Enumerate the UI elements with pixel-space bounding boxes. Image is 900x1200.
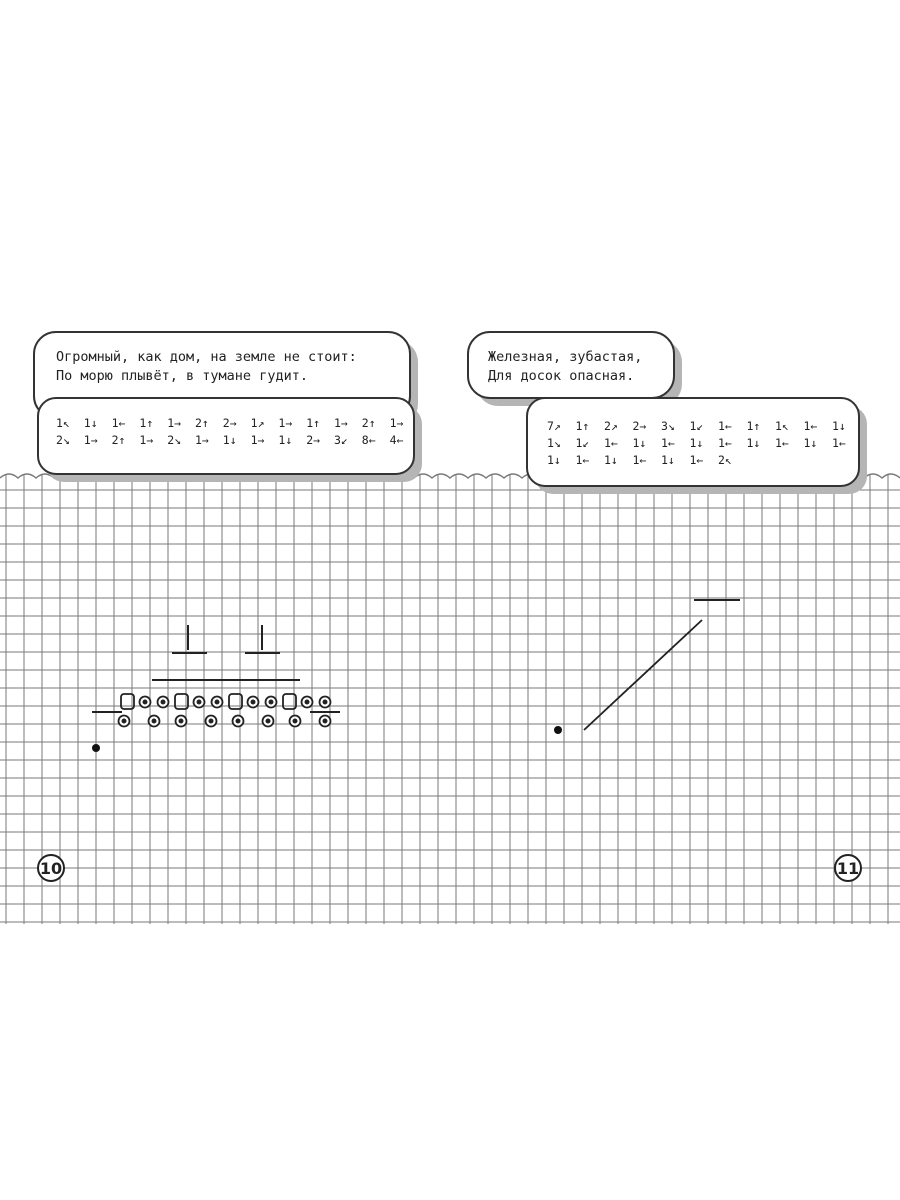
right-riddle-bubble [468, 332, 682, 406]
saw-hint-drawing [584, 600, 740, 730]
porthole-center [323, 719, 327, 723]
porthole-center [143, 700, 147, 704]
porthole-center [215, 700, 219, 704]
right-code-token: 1← [803, 419, 818, 433]
porthole-center [269, 700, 273, 704]
left-code-token: 1→ [195, 433, 209, 447]
ship-hint-drawing [92, 625, 340, 727]
right-code-token: 1← [718, 436, 732, 450]
right-code-token: 1↓ [632, 436, 647, 450]
left-code-token: 2↑ [195, 416, 209, 430]
left-code-token: 1↑ [306, 416, 321, 430]
porthole-center [197, 700, 201, 704]
right-code-token: 1← [632, 453, 647, 467]
right-code-token: 1↓ [604, 453, 618, 467]
porthole-center [161, 700, 165, 704]
right-code-token: 1← [689, 453, 704, 467]
right-code-token: 1↓ [832, 419, 846, 433]
right-code-token: 1↙ [575, 436, 590, 450]
right-riddle-line-1: Железная, зубастая, [488, 349, 643, 365]
left-code-token: 1↓ [83, 416, 98, 430]
right-code-token: 1← [832, 436, 846, 450]
right-code-token: 3↘ [661, 419, 675, 433]
porthole-center [152, 719, 156, 723]
right-code-token: 1↓ [803, 436, 818, 450]
right-code-token: 2→ [632, 419, 647, 433]
right-code-token: 1← [604, 436, 618, 450]
right-code-token: 1← [775, 436, 789, 450]
right-code-token: 1↓ [661, 453, 675, 467]
left-code-bubble [38, 398, 422, 482]
left-code-token: 1→ [83, 433, 98, 447]
left-riddle-line-2: По морю плывёт, в тумане гудит. [56, 368, 308, 384]
right-code-token: 1↓ [547, 453, 561, 467]
right-code-token: 1↙ [689, 419, 704, 433]
porthole-center [251, 700, 255, 704]
right-code-token: 1← [718, 419, 732, 433]
left-code-token: 1← [111, 416, 126, 430]
left-riddle-line-1: Огромный, как дом, на земле не стоит: [56, 349, 357, 365]
left-code-token: 2→ [222, 416, 237, 430]
left-code-token: 1↓ [278, 433, 293, 447]
left-code-token: 1→ [389, 416, 404, 430]
right-code-token: 2↗ [604, 419, 618, 433]
left-code-token: 2↑ [111, 433, 126, 447]
porthole-center [179, 719, 183, 723]
porthole-center [209, 719, 213, 723]
right-code-token: 1↑ [746, 419, 761, 433]
svg-text:10: 10 [39, 859, 63, 878]
left-code-token: 1→ [334, 416, 348, 430]
right-riddle-line-2: Для досок опасная. [488, 368, 635, 384]
left-code-token: 1→ [250, 433, 265, 447]
right-code-token: 1↘ [547, 436, 561, 450]
porthole-center [305, 700, 309, 704]
right-code-token: 2↖ [718, 453, 732, 467]
right-page-number [835, 855, 861, 881]
left-code-token: 2→ [306, 433, 321, 447]
left-code-token: 1→ [167, 416, 182, 430]
left-code-token: 1↓ [222, 433, 237, 447]
left-start-dot [92, 744, 100, 752]
left-code-token: 3↙ [334, 433, 348, 447]
left-page-number [38, 855, 64, 881]
right-code-token: 1↖ [775, 419, 789, 433]
left-code-token: 4← [389, 433, 404, 447]
grid-paper [0, 474, 900, 924]
porthole-center [122, 719, 126, 723]
porthole-center [266, 719, 270, 723]
svg-text:11: 11 [836, 859, 860, 878]
right-start-dot [554, 726, 562, 734]
porthole-center [293, 719, 297, 723]
left-code-token: 8← [361, 433, 376, 447]
right-code-token: 1← [661, 436, 675, 450]
porthole-center [323, 700, 327, 704]
left-code-token: 1↗ [250, 416, 265, 430]
left-code-token: 1→ [278, 416, 293, 430]
right-code-token: 1↓ [746, 436, 761, 450]
porthole-center [236, 719, 240, 723]
left-code-token: 1→ [139, 433, 154, 447]
right-code-bubble [527, 398, 867, 494]
left-code-token: 1↑ [139, 416, 154, 430]
right-code-token: 1↑ [575, 419, 590, 433]
right-code-token: 7↗ [547, 419, 561, 433]
left-code-token: 2↘ [56, 433, 70, 447]
left-code-token: 2↑ [361, 416, 376, 430]
left-code-token: 2↘ [167, 433, 182, 447]
right-code-token: 1↓ [689, 436, 704, 450]
right-code-token: 1← [575, 453, 590, 467]
left-code-token: 1↖ [56, 416, 70, 430]
